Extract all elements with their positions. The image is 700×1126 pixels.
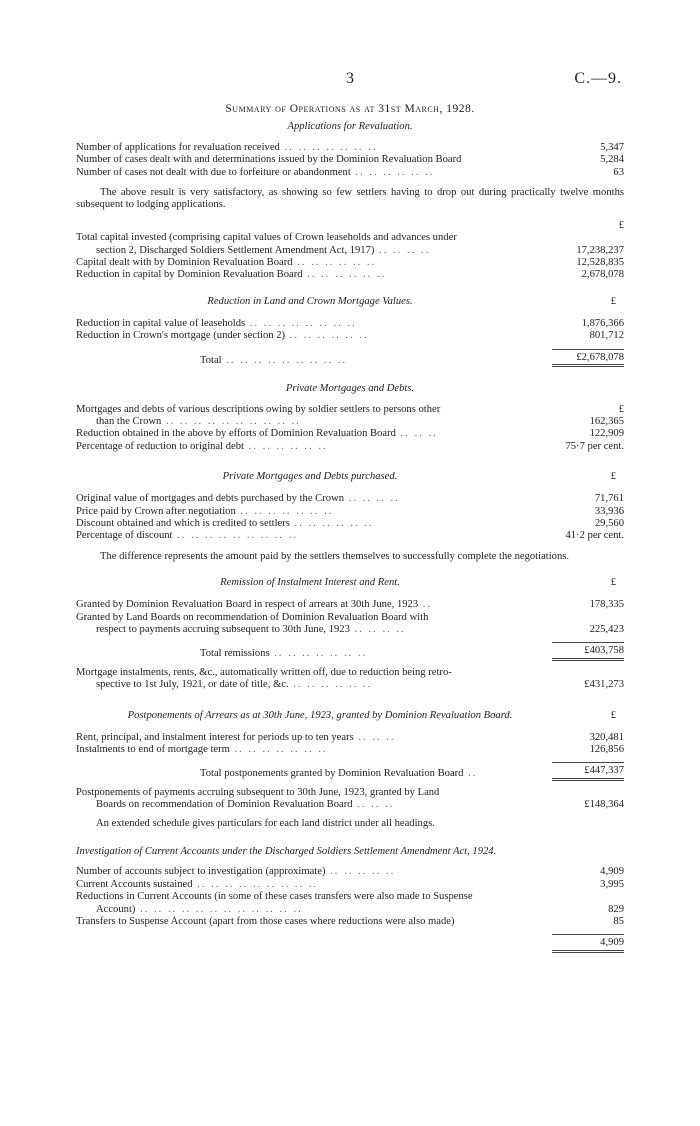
section-heading-row — [76, 710, 624, 726]
section-heading-postponements: Postponements of Arrears as at 30th June, 1923, granted by Dominion Revaluation Board. — [127, 709, 513, 721]
table-row: Boards on recommendation of Dominion Revaluation Board .. .. .. £148,364 — [96, 799, 624, 811]
currency-symbol: £ — [610, 577, 616, 589]
table-row: Price paid by Crown after negotiation .. .. .. .. .. .. .. 33,936 — [76, 505, 624, 517]
table-row: Discount obtained and which is credited to settlers .. .. .. .. .. .. 29,560 — [76, 517, 624, 529]
table-row: Capital dealt with by Dominion Revaluation Board .. .. .. .. .. .. 12,528,835 — [76, 257, 624, 269]
table-row: Granted by Dominion Revaluation Board in respect of arrears at 30th June, 1923 .. 178,335 — [76, 599, 624, 611]
currency-row: £ — [618, 219, 624, 231]
table-row: Number of cases dealt with and determinations issued by the Dominion Revaluation Board 5,284 — [76, 154, 624, 166]
section-heading-private-mortgages: Private Mortgages and Debts. — [285, 383, 415, 395]
table-row: Reduction in capital by Dominion Revaluation Board .. .. .. .. .. .. 2,678,078 — [76, 269, 624, 281]
paragraph: The difference represents the amount paid by the settlers themselves to successfully complete the negotiations. — [100, 550, 570, 562]
table-row: Rent, principal, and instalment interest for periods up to ten years .. .. .. 320,481 — [76, 731, 624, 743]
table-row: spective to 1st July, 1921, or date of title, &c. .. .. .. .. .. .. £431,273 — [96, 679, 624, 691]
paragraph: The above result is very satisfactory, as showing so few settlers having to drop out during practically twelve months subsequent to lodging applications. — [76, 187, 624, 211]
table-row-line: Granted by Land Boards on recommendation of Dominion Revaluation Board with — [76, 611, 429, 623]
total-row: Total .. .. .. .. .. .. .. .. .. £2,678,078 — [76, 349, 624, 367]
table-row: Percentage of discount .. .. .. .. .. .. .. .. .. 41·2 per cent. — [76, 530, 624, 542]
table-row: Number of accounts subject to investigation (approximate) .. .. .. .. .. 4,909 — [76, 866, 624, 878]
section-heading-row — [76, 296, 624, 312]
table-row-line: Reductions in Current Accounts (in some of these cases transfers were also made to Suspense — [76, 891, 473, 903]
currency-symbol: £ — [610, 709, 616, 721]
section-heading-applications: Applications for Revaluation. — [287, 121, 413, 133]
applications-rows — [76, 142, 624, 179]
note: An extended schedule gives particulars for each land district under all headings. — [96, 817, 435, 829]
table-row: Original value of mortgages and debts purchased by the Crown .. .. .. .. 71,761 — [76, 493, 624, 505]
page-number: 3 — [346, 70, 354, 87]
page-title: Summary of Operations as at 31st March, 1928. — [225, 103, 475, 115]
section-heading-row — [76, 471, 624, 487]
section-heading-debts-purchased: Private Mortgages and Debts purchased. — [222, 471, 398, 483]
total-row: Total postponements granted by Dominion Revaluation Board .. £447,337 — [76, 762, 624, 780]
table-row: Percentage of reduction to original debt .. .. .. .. .. .. 75·7 per cent. — [76, 440, 624, 452]
table-row: Number of applications for revaluation received .. .. .. .. .. .. .. 5,347 — [76, 141, 624, 153]
table-row: than the Crown .. .. .. .. .. .. .. .. .. .. 162,365 — [96, 415, 624, 427]
total-row: Total remissions .. .. .. .. .. .. .. £403,758 — [76, 642, 624, 660]
table-row-line: Postponements of payments accruing subsequent to 30th June, 1923, granted by Land — [76, 786, 440, 798]
section-heading-reduction: Reduction in Land and Crown Mortgage Values. — [207, 295, 413, 307]
section-heading-remission: Remission of Instalment Interest and Rent. — [220, 577, 400, 589]
document-reference: C.—9. — [574, 70, 622, 87]
total-row: 4,909 — [76, 934, 624, 952]
section-heading-row — [76, 577, 624, 593]
table-row: Reduction obtained in the above by efforts of Dominion Revaluation Board .. .. .. 122,909 — [76, 428, 624, 440]
section-heading-investigation: Investigation of Current Accounts under the Discharged Soldiers Settlement Amendment Act, 1924. — [76, 846, 497, 858]
summary-body — [76, 103, 624, 953]
capital-line: Total capital invested (comprising capital values of Crown leaseholds and advances under — [76, 232, 457, 244]
table-row: Instalments to end of mortgage term .. .. .. .. .. .. .. 126,856 — [76, 744, 624, 755]
table-row: Number of cases not dealt with due to forfeiture or abandonment .. .. .. .. .. .. 63 — [76, 166, 624, 178]
table-row: section 2, Discharged Soldiers Settlement Amendment Act, 1917) .. .. .. .. 17,238,237 — [96, 244, 624, 256]
table-row: Current Accounts sustained .. .. .. .. .. .. .. .. .. 3,995 — [76, 878, 624, 890]
table-row: Account) .. .. .. .. .. .. .. .. .. .. .. .. 829 — [96, 903, 624, 915]
currency-symbol: £ — [610, 295, 616, 307]
table-row: Mortgages and debts of various descriptions owing by soldier settlers to persons other £ — [76, 403, 624, 415]
table-row: Reduction in capital value of leaseholds .. .. .. .. .. .. .. .. 1,876,366 — [76, 317, 624, 329]
table-row-line: Mortgage instalments, rents, &c., automatically written off, due to reduction being retro- — [76, 666, 452, 678]
table-row: respect to payments accruing subsequent to 30th June, 1923 .. .. .. .. 225,423 — [96, 623, 624, 635]
table-row: Transfers to Suspense Account (apart from those cases where reductions were also made) 85 — [76, 916, 624, 928]
currency-symbol: £ — [610, 471, 616, 483]
table-row: Reduction in Crown's mortgage (under section 2) .. .. .. .. .. .. 801,712 — [76, 330, 624, 342]
